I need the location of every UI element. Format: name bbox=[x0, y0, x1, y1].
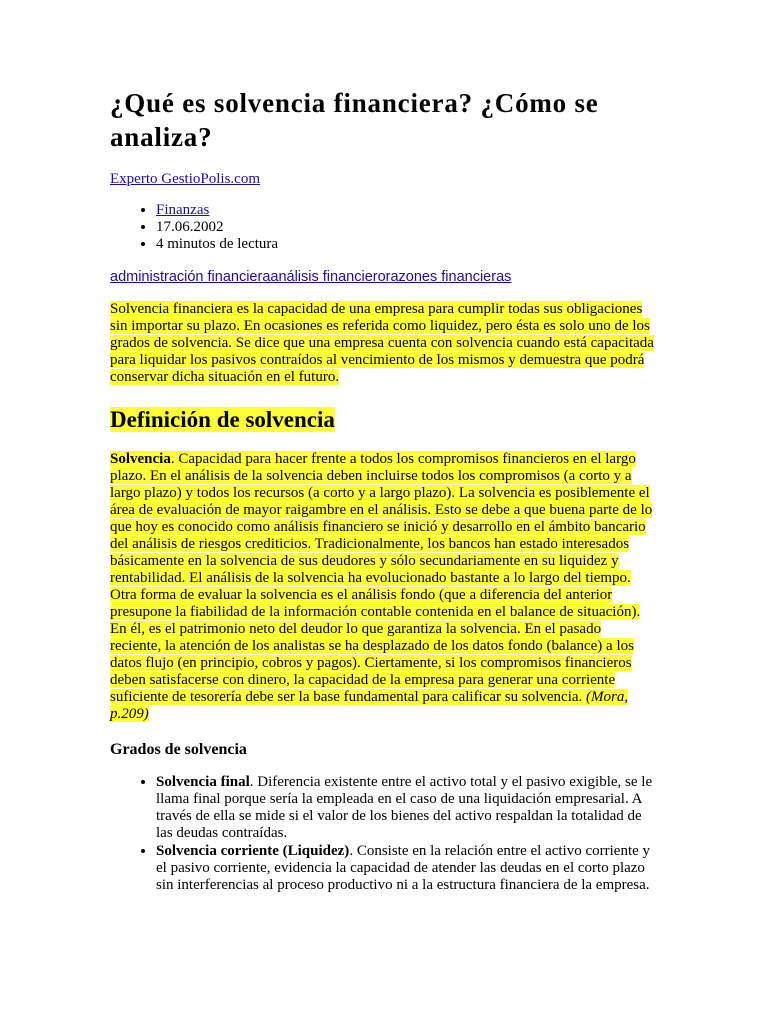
list-item bbox=[156, 843, 656, 894]
tag-link[interactable]: análisis financiero bbox=[270, 269, 386, 285]
intro-paragraph bbox=[110, 301, 656, 386]
grades-list bbox=[110, 774, 656, 894]
intro-text: Solvencia financiera es la capacidad de una empresa para cumplir todas sus obligaciones sin importar su plazo. En ocasiones es referida como liquidez, pero ésta es solo uno de los grados de solvencia. Se dice que una empresa cuenta con solvencia cuando está capacitada para liquidar los pasivos contraídos al vencimiento de los mismos y demuestra que podrá conservar dicha situación en el futuro. bbox=[110, 301, 654, 385]
meta-category bbox=[156, 202, 656, 219]
category-link[interactable]: Finanzas bbox=[156, 202, 210, 218]
grade-term: Solvencia final bbox=[156, 774, 250, 790]
page-title: ¿Qué es solvencia financiera? ¿Cómo se analiza? bbox=[110, 88, 599, 152]
meta-reading-time: • 4 minutos de lectura bbox=[156, 236, 656, 253]
tag-link[interactable]: razones financieras bbox=[385, 269, 512, 285]
citation: (Mora, p.209) bbox=[110, 689, 629, 722]
grade-text: . Consiste en la relación entre el activo corriente y el pasivo corriente, evidencia la capacidad de atender las deudas en el corto plazo sin interferencias al proceso productivo ni a la estructura financiera de la empresa. bbox=[156, 843, 651, 893]
subsection-heading: Grados de solvencia bbox=[110, 741, 247, 758]
article-meta-list bbox=[110, 202, 656, 253]
tag-link[interactable]: administración financiera bbox=[110, 269, 271, 285]
tag-links bbox=[110, 269, 656, 286]
list-item bbox=[156, 774, 656, 842]
grade-term: Solvencia corriente (Liquidez) bbox=[156, 843, 350, 859]
definition-text: . Capacidad para hacer frente a todos los compromisos financieros en el largo plazo. En el análisis de la solvencia deben incluirse todos los compromisos (a corto y a largo plazo) y todos los recursos (a corto y a largo plazo). La solvencia es posiblemente el área de evaluación de mayor raigambre en el análisis. Esto se debe a que buena parte de lo que hoy es conocido como análisis financiero se inició y desarrollo en el ámbito bancario del análisis de riesgos crediticios. Tradicionalmente, los bancos han estado interesados básicamente en la solvencia de sus deudores y sólo secundariamente en su liquidez y rentabilidad. El análisis de la solvencia ha evolucionado bastante a lo largo del tiempo. Otra forma de evaluar la solvencia es el análisis fondo (que a diferencia del anterior presupone la fiabilidad de la información contable contenida en el balance de situación). En él, es el patrimonio neto del deudor lo que garantiza la solvencia. En el pasado reciente, la atención de los analistas se ha desplazado de los datos fondo (balance) a los datos flujo (en principio, cobros y pagos). Ciertamente, si los compromisos financieros deben satisfacerse con dinero, la capacidad de la empresa para generar una corriente suficiente de tesorería debe ser la base fundamental para calificar su solvencia. bbox=[110, 451, 653, 705]
author-link[interactable]: Experto GestioPolis.com bbox=[110, 171, 260, 187]
meta-date: • 17.06.2002 bbox=[156, 219, 656, 236]
section-heading: Definición de solvencia bbox=[110, 407, 335, 432]
grade-text: . Diferencia existente entre el activo total y el pasivo exigible, se le llama final porque sería la empleada en el caso de una liquidación empresarial. A través de ella se mide si el valor de los bienes del activo respaldan la totalidad de las deudas contraídas. bbox=[156, 774, 653, 841]
definition-term: Solvencia bbox=[110, 451, 171, 467]
definition-paragraph bbox=[110, 451, 656, 723]
